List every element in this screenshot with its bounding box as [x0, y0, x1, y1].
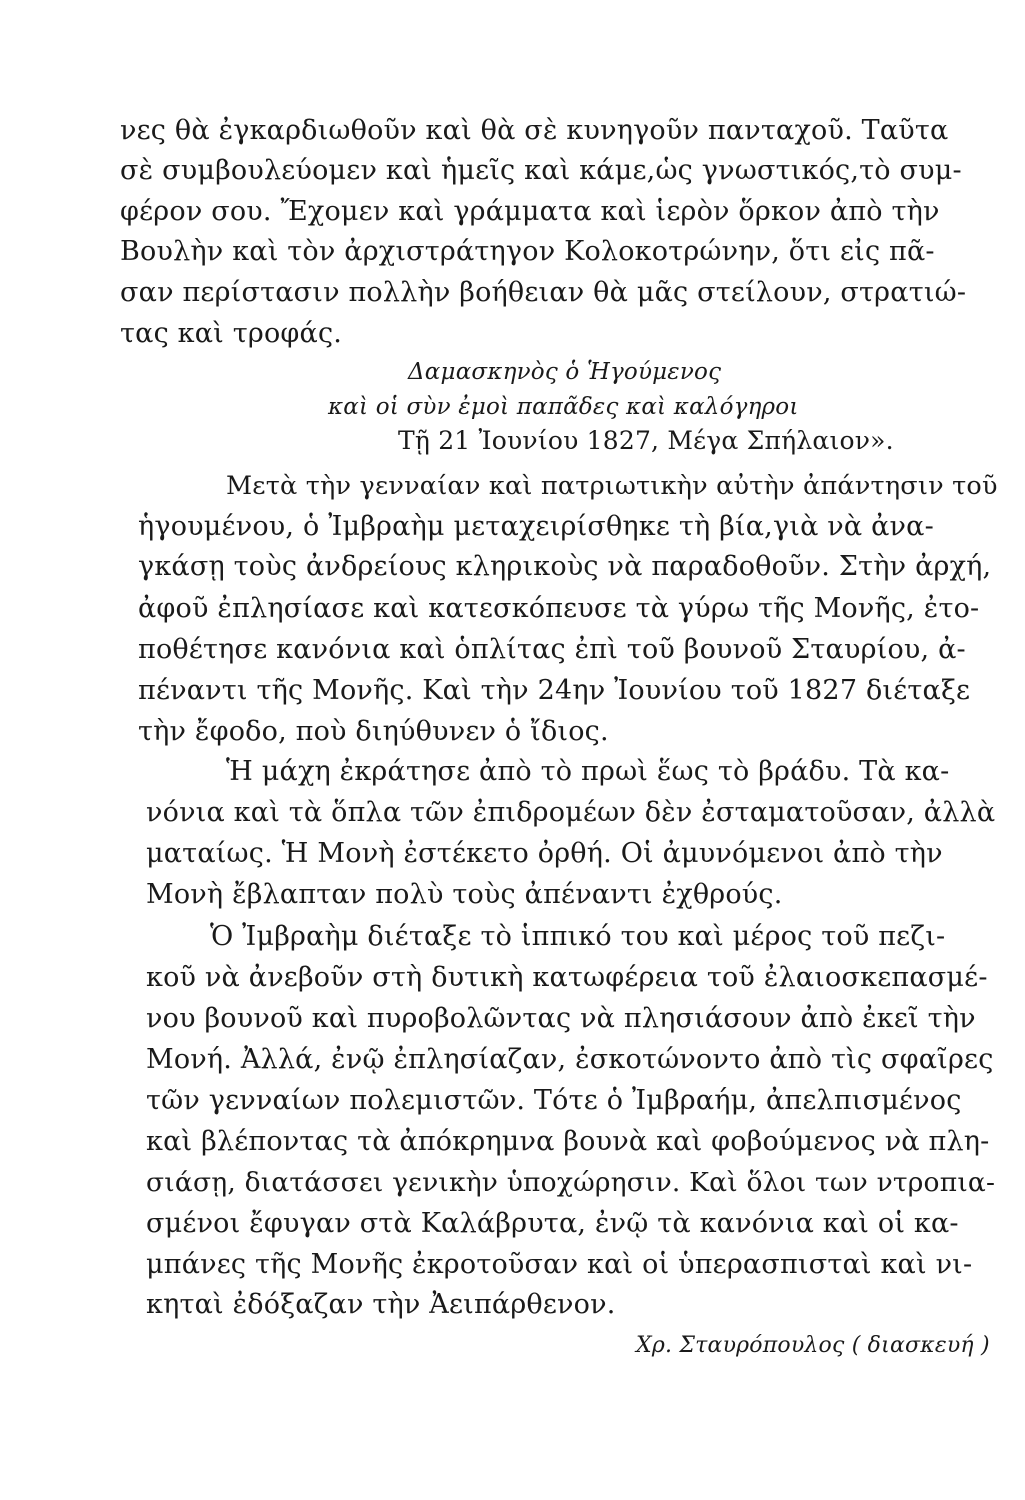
signature-line-2: καὶ οἱ σὺν ἐμοὶ παπᾶδες καὶ καλόγηροι: [328, 394, 799, 420]
signature-line-1: Δαμασκηνὸς ὁ Ἡγούμενος: [408, 359, 722, 385]
text-line: ματαίως. Ἡ Μονὴ ἐστέκετο ὀρθή. Οἱ ἀμυνόμενοι ἀπὸ τὴν: [146, 838, 943, 869]
text-line: τὴν ἔφοδο, ποὺ διηύθυνεν ὁ ἴδιος.: [138, 716, 609, 747]
text-line: ἀφοῦ ἐπλησίασε καὶ κατεσκόπευσε τὰ γύρω τῆς Μονῆς, ἐτο-: [138, 593, 980, 624]
text-line: σμένοι ἔφυγαν στὰ Καλάβρυτα, ἐνῷ τὰ κανόνια καὶ οἱ κα-: [146, 1208, 959, 1239]
text-line: νου βουνοῦ καὶ πυροβολῶντας νὰ πλησιάσουν ἀπὸ ἐκεῖ τὴν: [146, 1003, 976, 1034]
text-line: μπάνες τῆς Μονῆς ἐκροτοῦσαν καὶ οἱ ὑπερασπισταὶ καὶ νι-: [146, 1249, 973, 1280]
letter-date: Τῇ 21 Ἰουνίου 1827, Μέγα Σπήλαιον».: [398, 426, 894, 455]
text-line: καὶ βλέποντας τὰ ἀπόκρημνα βουνὰ καὶ φοβούμενος νὰ πλη-: [146, 1126, 990, 1157]
text-line: Ὁ Ἰμβραὴμ διέταξε τὸ ἱππικό του καὶ μέρος τοῦ πεζι-: [210, 921, 946, 952]
text-line: ἡγουμένου, ὁ Ἰμβραὴμ μεταχειρίσθηκε τὴ βία,γιὰ νὰ ἀνα-: [138, 511, 934, 542]
text-line: κοῦ νὰ ἀνεβοῦν στὴ δυτικὴ κατωφέρεια τοῦ ἐλαιοσκεπασμέ-: [146, 962, 988, 993]
text-line: πέναντι τῆς Μονῆς. Καὶ τὴν 24ην Ἰουνίου τοῦ 1827 διέταξε: [138, 675, 971, 706]
text-line: γκάσῃ τοὺς ἀνδρείους κληρικοὺς νὰ παραδοθοῦν. Στὴν ἀρχή,: [138, 551, 992, 582]
text-line: Βουλὴν καὶ τὸν ἀρχιστράτηγον Κολοκοτρώνην, ὅτι εἰς πᾶ-: [120, 236, 935, 267]
text-line: νόνια καὶ τὰ ὅπλα τῶν ἐπιδρομέων δὲν ἐσταματοῦσαν, ἀλλὰ: [146, 797, 996, 828]
text-line: Μετὰ τὴν γενναίαν καὶ πατριωτικὴν αὐτὴν ἀπάντησιν τοῦ: [226, 471, 998, 501]
text-line: Ἡ μάχη ἐκράτησε ἀπὸ τὸ πρωὶ ἕως τὸ βράδυ. Τὰ κα-: [226, 756, 950, 787]
text-line: σιάσῃ, διατάσσει γενικὴν ὑποχώρησιν. Καὶ ὅλοι των ντροπια-: [146, 1167, 996, 1198]
text-line: νες θὰ ἐγκαρδιωθοῦν καὶ θὰ σὲ κυνηγοῦν πανταχοῦ. Ταῦτα: [120, 115, 949, 146]
text-line: τας καὶ τροφάς.: [120, 318, 343, 349]
text-line: σαν περίστασιν πολλὴν βοήθειαν θὰ μᾶς στείλουν, στρατιώ-: [120, 277, 967, 308]
text-line: φέρον σου. Ἔχομεν καὶ γράμματα καὶ ἱερὸν ὅρκον ἀπὸ τὴν: [120, 196, 940, 227]
text-line: κηταὶ ἐδόξαζαν τὴν Ἀειπάρθενον.: [146, 1289, 616, 1320]
text-line: ποθέτησε κανόνια καὶ ὁπλίτας ἐπὶ τοῦ βουνοῦ Σταυρίου, ἀ-: [138, 634, 966, 665]
text-line: τῶν γενναίων πολεμιστῶν. Τότε ὁ Ἰμβραήμ, ἀπελπισμένος: [146, 1085, 962, 1116]
text-line: σὲ συμβουλεύομεν καὶ ἡμεῖς καὶ κάμε,ὡς γνωστικός,τὸ συμ-: [120, 155, 962, 186]
text-line: Μονή. Ἀλλά, ἐνῷ ἐπλησίαζαν, ἐσκοτώνοντο ἀπὸ τὶς σφαῖρες: [146, 1044, 994, 1075]
author-attribution: Χρ. Σταυρόπουλος ( διασκευή ): [636, 1333, 990, 1358]
text-line: Μονὴ ἔβλαπταν πολὺ τοὺς ἀπέναντι ἐχθρούς.: [146, 879, 783, 910]
